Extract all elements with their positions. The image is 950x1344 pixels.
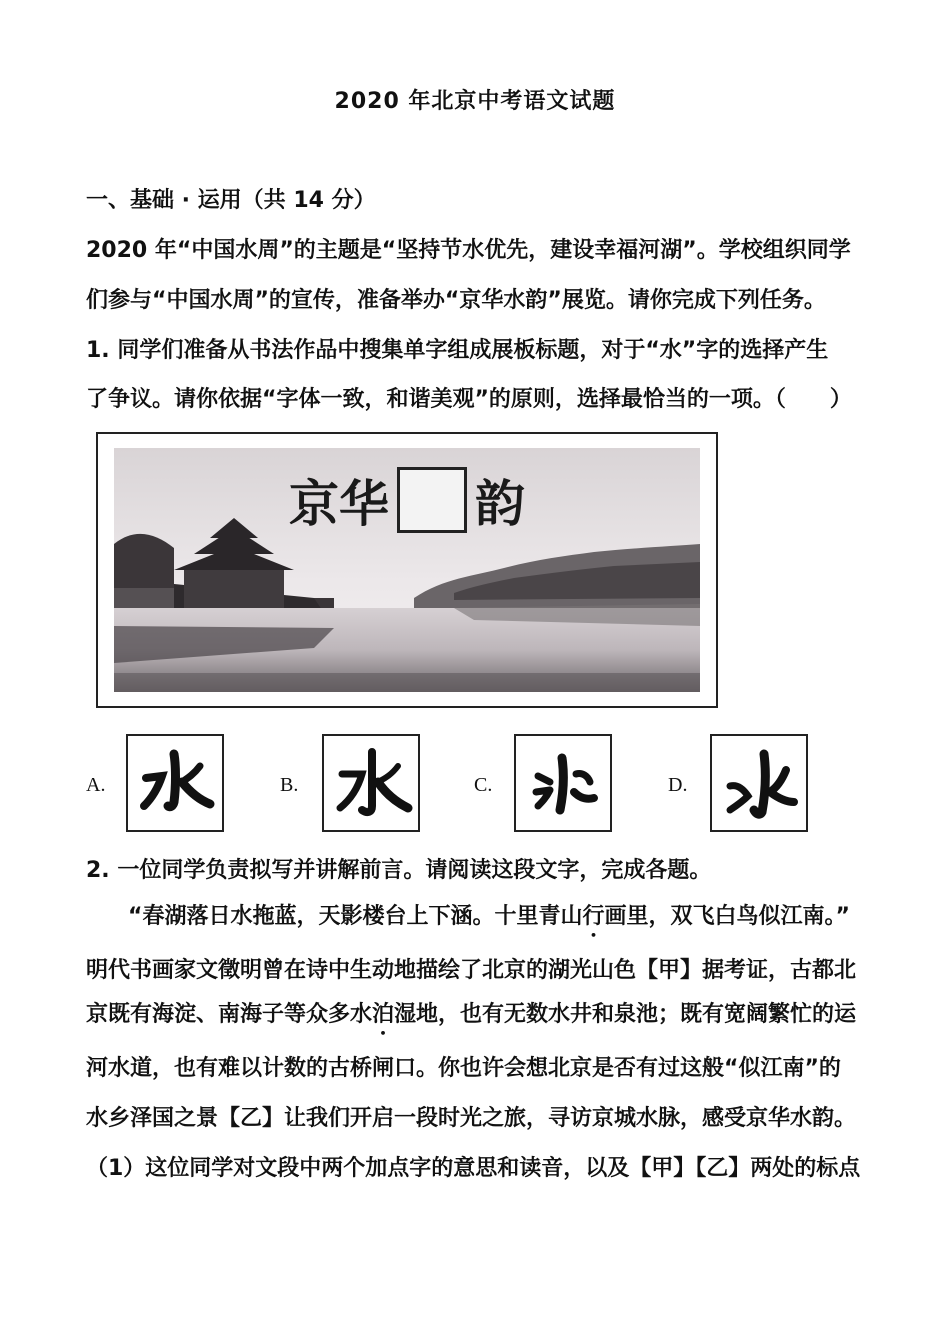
paragraph-dotted-character: 泊 — [372, 1002, 395, 1027]
sub-question-1-line-1: （1）这位同学对文段中两个加点字的意思和读音，以及【甲】【乙】两处的标点 — [86, 1156, 861, 1181]
question-2-line-1: 2. 一位同学负责拟写并讲解前言。请阅读这段文字，完成各题。 — [86, 858, 712, 883]
paragraph-line-2 — [86, 1000, 856, 1040]
forbidden-city-moat-photo — [114, 448, 700, 692]
option-c-calligraphy — [514, 734, 612, 832]
poem-text-before: “春湖落日水拖蓝，天影楼台上下涵。十里青山 — [128, 904, 583, 929]
paragraph-text-after: 湿地，也有无数水井和泉池；既有宽阔繁忙的运 — [394, 1002, 857, 1027]
exhibition-banner — [96, 432, 718, 708]
paragraph-line-4: 水乡泽国之景【乙】让我们开启一段时光之旅，寻访京城水脉，感受京华水韵。 — [86, 1106, 857, 1131]
poem-quote — [128, 902, 850, 942]
intro-text-line-1: 2020 年“中国水周”的主题是“坚持节水优先，建设幸福河湖”。学校组织同学 — [86, 238, 851, 263]
banner-title — [114, 464, 700, 536]
paragraph-line-3: 河水道，也有难以计数的古桥闸口。你也许会想北京是否有过这般“似江南”的 — [86, 1056, 841, 1081]
option-b-label: B. — [280, 774, 299, 796]
paragraph-text-before: 京既有海淀、南海子等众多水 — [86, 1002, 373, 1027]
option-c-label: C. — [474, 774, 493, 796]
option-d-label: D. — [668, 774, 688, 796]
intro-text-line-2: 们参与“中国水周”的宣传，准备举办“京华水韵”展览。请你完成下列任务。 — [86, 288, 826, 313]
section-heading: 一、基础 · 运用（共 14 分） — [86, 188, 376, 213]
paragraph-line-1: 明代书画家文徵明曾在诗中生动地描绘了北京的湖光山色【甲】据考证，古都北 — [86, 958, 857, 983]
page-title: 2020 年北京中考语文试题 — [334, 89, 616, 114]
option-a-label: A. — [86, 774, 106, 796]
banner-title-text-left: 京华 — [289, 474, 389, 533]
poem-text-after: 画里，双飞白鸟似江南。” — [604, 904, 850, 929]
banner-title-text-right: 韵 — [475, 474, 525, 533]
option-a-calligraphy — [126, 734, 224, 832]
question-1-line-1: 1. 同学们准备从书法作品中搜集单字组成展板标题，对于“水”字的选择产生 — [86, 338, 829, 363]
poem-dotted-character: 行 — [582, 904, 605, 929]
question-1-line-2: 了争议。请你依据“字体一致，和谐美观”的原则，选择最恰当的一项。（ ） — [86, 387, 852, 412]
option-b-calligraphy — [322, 734, 420, 832]
option-d-calligraphy — [710, 734, 808, 832]
blank-character-box — [397, 467, 467, 533]
